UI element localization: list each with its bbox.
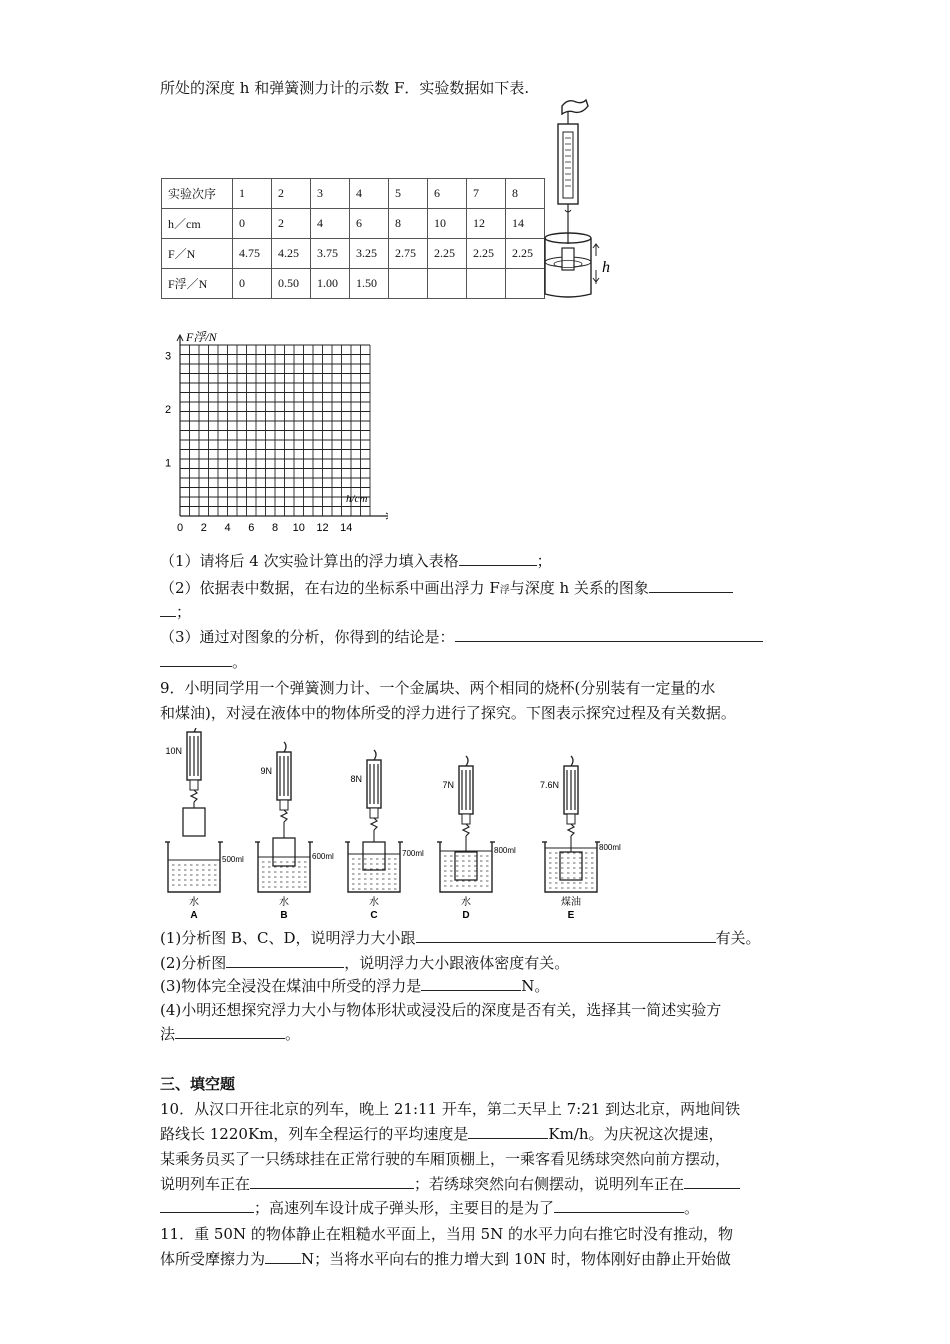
table-cell — [428, 269, 467, 299]
metal-block — [363, 842, 385, 870]
liquid-label: 水 — [461, 897, 471, 908]
volume-label: 500ml — [222, 855, 244, 864]
force-label: 10N — [165, 746, 182, 756]
liquid-label: 水 — [369, 897, 379, 908]
table-cell: 3.25 — [350, 239, 389, 269]
figure-letter: B — [280, 910, 288, 921]
q9-item-4-cont: 法 。 — [160, 1022, 800, 1047]
volume-label: 700ml — [402, 849, 424, 858]
q10-line-1: 10．从汉口开往北京的列车，晚上 21:11 开车，第二天早上 7:21 到达北京，两地间铁 — [160, 1100, 741, 1118]
q11-line-1: 11．重 50N 的物体静止在粗糙水平面上，当用 5N 的水平力向右推它时没有推动，物 — [160, 1225, 734, 1243]
beaker — [348, 842, 400, 892]
answer-blank[interactable] — [455, 625, 763, 642]
q11-line-2: 体所受摩擦力为 N；当将水平向右的推力增大到 10N 时，物体刚好由静止开始做 — [160, 1247, 800, 1272]
y-tick-label: 2 — [164, 404, 172, 417]
figure-B — [255, 742, 334, 921]
figure-E — [540, 756, 621, 921]
liquid-label: 水 — [189, 897, 199, 908]
table-row — [162, 239, 545, 269]
answer-blank[interactable] — [649, 576, 733, 593]
table-cell: 3 — [311, 179, 350, 209]
buoyancy-chart — [158, 320, 388, 538]
answer-blank[interactable] — [421, 974, 521, 991]
answer-blank[interactable] — [416, 926, 716, 943]
spring-scale — [558, 124, 578, 204]
table-cell: 7 — [467, 179, 506, 209]
q10-line-2: 路线长 1220Km，列车全程运行的平均速度是 Km/h。为庆祝这次提速， — [160, 1122, 800, 1147]
q9-item-4: (4)小明还想探究浮力大小与物体形状或浸没后的深度是否有关，选择其一简述实验方 — [160, 1001, 722, 1019]
q8-item-2-cont: ； — [160, 600, 800, 625]
volume-label: 600ml — [312, 852, 334, 861]
table-cell: 2.25 — [506, 239, 545, 269]
force-label: 7.6N — [539, 780, 559, 790]
table-row — [162, 179, 545, 209]
table-cell: 4 — [350, 179, 389, 209]
figure-letter: D — [462, 910, 470, 921]
table-cell — [467, 269, 506, 299]
row-label: 实验次序 — [162, 179, 233, 209]
metal-cylinder — [562, 248, 574, 270]
experiment-table — [161, 178, 545, 299]
answer-blank[interactable] — [265, 1247, 301, 1264]
answer-blank[interactable] — [160, 650, 232, 667]
x-tick-label: 0 — [176, 522, 184, 534]
table-cell: 10 — [428, 209, 467, 239]
figure-C — [345, 750, 424, 921]
row-label: F浮／N — [162, 269, 233, 299]
q9-line-1: 9．小明同学用一个弹簧测力计、一个金属块、两个相同的烧杯(分别装有一定量的水 — [160, 679, 716, 697]
q9-line-2: 和煤油)，对浸在液体中的物体所受的浮力进行了探究。下图表示探究过程及有关数据。 — [160, 704, 736, 722]
h-label: h — [602, 259, 610, 276]
answer-blank[interactable] — [160, 1196, 254, 1213]
hand-icon — [562, 100, 588, 114]
table-cell: 0.50 — [272, 269, 311, 299]
liquid-label: 水 — [279, 897, 289, 908]
spring-scale-apparatus — [540, 98, 620, 300]
table-cell: 2.75 — [389, 239, 428, 269]
q10-line-4: 说明列车正在 ；若绣球突然向右侧摆动，说明列车正在 — [160, 1172, 800, 1197]
q10-line-5: ；高速列车设计成子弹头形，主要目的是为了 。 — [160, 1196, 800, 1221]
table-cell: 1.00 — [311, 269, 350, 299]
y-tick-label: 3 — [164, 350, 172, 363]
answer-blank[interactable] — [684, 1172, 740, 1189]
table-cell: 0 — [233, 269, 272, 299]
row-label: h／cm — [162, 209, 233, 239]
figure-letter: E — [567, 910, 575, 921]
answer-blank[interactable] — [459, 549, 537, 566]
table-cell: 12 — [467, 209, 506, 239]
table-cell: 2.25 — [428, 239, 467, 269]
beaker — [168, 842, 220, 892]
x-tick-label: 12 — [316, 522, 329, 534]
table-cell: 8 — [389, 209, 428, 239]
figure-D — [437, 756, 516, 921]
answer-blank[interactable] — [175, 1022, 285, 1039]
q9-figures — [158, 728, 658, 922]
table-cell: 2 — [272, 209, 311, 239]
row-label: F／N — [162, 239, 233, 269]
answer-blank[interactable] — [160, 600, 176, 617]
section-heading: 三、填空题 — [160, 1075, 236, 1093]
q9-item-3: (3)物体完全浸没在煤油中所受的浮力是 N。 — [160, 974, 800, 999]
table-cell: 1 — [233, 179, 272, 209]
table-cell: 4 — [311, 209, 350, 239]
table-row — [162, 269, 545, 299]
table-cell: 1.50 — [350, 269, 389, 299]
table-cell: 2 — [272, 179, 311, 209]
q9-item-1: (1)分析图 B、C、D，说明浮力大小跟 有关。 — [160, 926, 800, 951]
table-cell: 8 — [506, 179, 545, 209]
x-tick-label: 4 — [224, 522, 231, 534]
answer-blank[interactable] — [554, 1196, 684, 1213]
table-cell — [506, 269, 545, 299]
chart-grid — [180, 345, 370, 516]
table-cell — [389, 269, 428, 299]
table-cell: 4.75 — [233, 239, 272, 269]
q9-item-2: (2)分析图 ，说明浮力大小跟液体密度有关。 — [160, 951, 800, 976]
x-tick-label: 8 — [271, 522, 279, 534]
table-cell: 4.25 — [272, 239, 311, 269]
volume-label: 800ml — [599, 843, 621, 852]
table-cell: 6 — [428, 179, 467, 209]
x-tick-label: 14 — [340, 522, 353, 534]
q10-line-3: 某乘务员买了一只绣球挂在正常行驶的车厢顶棚上，一乘客看见绣球突然向前方摆动， — [160, 1150, 731, 1168]
table-cell: 6 — [350, 209, 389, 239]
answer-blank[interactable] — [250, 1172, 414, 1189]
force-label: 9N — [260, 766, 272, 776]
intro-text: 所处的深度 h 和弹簧测力计的示数 F．实验数据如下表. — [160, 79, 530, 97]
x-tick-label: 2 — [200, 522, 207, 534]
x-tick-label: 10 — [292, 522, 305, 534]
q8-item-1: （1）请将后 4 次实验计算出的浮力填入表格 ； — [160, 549, 800, 574]
q8-item-3-cont: 。 — [160, 650, 800, 675]
figure-A — [165, 728, 244, 921]
chart-ylabel: F浮/N — [186, 330, 217, 344]
q8-item-3: （3）通过对图象的分析，你得到的结论是： — [160, 625, 800, 650]
figure-letter: A — [190, 910, 198, 921]
liquid-label: 煤油 — [561, 897, 581, 908]
answer-blank[interactable] — [468, 1122, 548, 1139]
table-row — [162, 209, 545, 239]
table-cell: 0 — [233, 209, 272, 239]
answer-blank[interactable] — [226, 951, 344, 968]
beaker — [258, 842, 310, 892]
volume-label: 800ml — [494, 846, 516, 855]
table-cell: 5 — [389, 179, 428, 209]
force-label: 8N — [350, 774, 362, 784]
force-label: 7N — [442, 780, 454, 790]
q8-item-2: （2）依据表中数据，在右边的坐标系中画出浮力 F浮与深度 h 关系的图象 — [160, 576, 800, 603]
table-cell: 14 — [506, 209, 545, 239]
table-cell: 2.25 — [467, 239, 506, 269]
table-cell: 3.75 — [311, 239, 350, 269]
metal-block — [183, 808, 205, 836]
chart-xlabel: h/cm — [346, 493, 368, 505]
figure-letter: C — [370, 910, 378, 921]
x-tick-label: 6 — [248, 522, 255, 534]
y-tick-label: 1 — [164, 457, 172, 470]
metal-block — [560, 852, 582, 880]
